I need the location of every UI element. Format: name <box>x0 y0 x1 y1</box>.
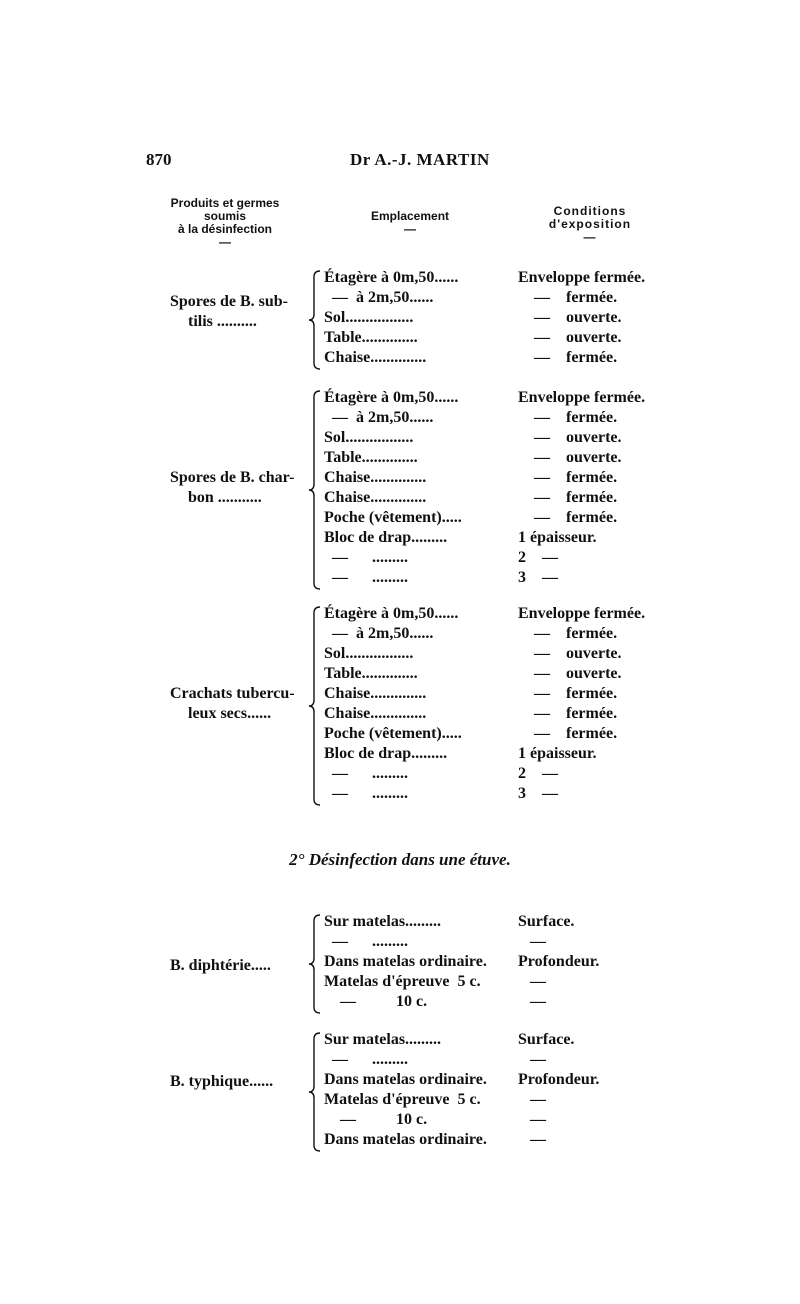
header-location <box>340 210 480 236</box>
location-cell: Matelas d'épreuve 5 c. <box>324 973 481 990</box>
agent-label: bon ........... <box>188 489 262 506</box>
location-cell: Dans matelas ordinaire. <box>324 1071 487 1088</box>
agent-label: B. typhique...... <box>170 1073 274 1090</box>
condition-cell: Profondeur. <box>518 953 600 970</box>
agent-label: tilis .......... <box>188 313 257 330</box>
location-cell: — ......... <box>324 933 408 950</box>
brace-icon <box>308 914 322 1014</box>
header-conditions <box>520 205 660 244</box>
condition-cell: — fermée. <box>518 409 618 426</box>
header-products-line: soumis <box>203 209 246 223</box>
condition-cell: — <box>518 1111 546 1128</box>
condition-cell: — ouverte. <box>518 449 622 466</box>
condition-cell: — ouverte. <box>518 329 622 346</box>
header-location-rule: — <box>404 222 416 236</box>
agent-label: Spores de B. char- <box>170 469 295 486</box>
location-cell: — à 2m,50...... <box>324 409 434 426</box>
condition-cell: 1 épaisseur. <box>518 745 597 762</box>
condition-cell: Enveloppe fermée. <box>518 389 646 406</box>
location-cell: — 10 c. <box>324 1111 428 1128</box>
location-cell: Table.............. <box>324 665 418 682</box>
agent-label: Spores de B. sub- <box>170 293 288 310</box>
header-products-rule: — <box>219 235 231 249</box>
condition-cell: — fermée. <box>518 705 618 722</box>
condition-cell: — ouverte. <box>518 429 622 446</box>
location-cell: Chaise.............. <box>324 705 427 722</box>
condition-cell: Enveloppe fermée. <box>518 269 646 286</box>
condition-cell: 3 — <box>518 569 558 586</box>
condition-cell: — fermée. <box>518 509 618 526</box>
location-cell: Chaise.............. <box>324 489 427 506</box>
location-cell: Bloc de drap......... <box>324 745 448 762</box>
condition-cell: — <box>518 1051 546 1068</box>
brace-icon <box>308 606 322 806</box>
location-cell: Dans matelas ordinaire. <box>324 953 487 970</box>
header-products-line: Produits et germes <box>170 196 280 210</box>
location-cell: — ......... <box>324 785 408 802</box>
header-location-line: Emplacement <box>370 209 450 223</box>
location-cell: Table.............. <box>324 449 418 466</box>
header-conditions-line: d'exposition <box>548 217 632 231</box>
condition-cell: Surface. <box>518 913 575 930</box>
location-cell: — ......... <box>324 765 408 782</box>
location-cell: — ......... <box>324 1051 408 1068</box>
condition-cell: — <box>518 1091 546 1108</box>
location-cell: Table.............. <box>324 329 418 346</box>
location-cell: — 10 c. <box>324 993 428 1010</box>
condition-cell: — fermée. <box>518 625 618 642</box>
location-cell: Sol................. <box>324 645 414 662</box>
location-cell: Poche (vêtement)..... <box>324 509 462 526</box>
condition-cell: — fermée. <box>518 685 618 702</box>
location-cell: Poche (vêtement)..... <box>324 725 462 742</box>
header-products-line: à la désinfection <box>177 222 273 236</box>
header-conditions-line: Conditions <box>553 204 627 218</box>
condition-cell: — <box>518 933 546 950</box>
header-conditions-rule: — <box>583 230 597 244</box>
condition-cell: — fermée. <box>518 725 618 742</box>
condition-cell: 1 épaisseur. <box>518 529 597 546</box>
section-title: 2° Désinfection dans une étuve. <box>289 850 511 869</box>
location-cell: Sur matelas......... <box>324 913 442 930</box>
condition-cell: 3 — <box>518 785 558 802</box>
condition-cell: — fermée. <box>518 469 618 486</box>
location-cell: Chaise.............. <box>324 685 427 702</box>
condition-cell: — <box>518 973 546 990</box>
location-cell: — ......... <box>324 569 408 586</box>
condition-cell: — <box>518 1131 546 1148</box>
condition-cell: Profondeur. <box>518 1071 600 1088</box>
agent-label: B. diphtérie..... <box>170 957 271 974</box>
condition-cell: Surface. <box>518 1031 575 1048</box>
brace-icon <box>308 390 322 590</box>
location-cell: Étagère à 0m,50...... <box>324 389 459 406</box>
condition-cell: — fermée. <box>518 289 618 306</box>
location-cell: Sur matelas......... <box>324 1031 442 1048</box>
brace-icon <box>308 270 322 370</box>
page-number: 870 <box>146 150 172 169</box>
location-cell: — à 2m,50...... <box>324 625 434 642</box>
location-cell: Chaise.............. <box>324 469 427 486</box>
location-cell: Dans matelas ordinaire. <box>324 1131 487 1148</box>
location-cell: Étagère à 0m,50...... <box>324 605 459 622</box>
location-cell: Sol................. <box>324 429 414 446</box>
location-cell: — ......... <box>324 549 408 566</box>
condition-cell: — fermée. <box>518 489 618 506</box>
condition-cell: 2 — <box>518 549 558 566</box>
condition-cell: — ouverte. <box>518 645 622 662</box>
condition-cell: — fermée. <box>518 349 618 366</box>
location-cell: Bloc de drap......... <box>324 529 448 546</box>
condition-cell: — <box>518 993 546 1010</box>
condition-cell: — ouverte. <box>518 665 622 682</box>
location-cell: Sol................. <box>324 309 414 326</box>
brace-icon <box>308 1032 322 1152</box>
location-cell: Chaise.............. <box>324 349 427 366</box>
header-products <box>150 197 300 249</box>
location-cell: Étagère à 0m,50...... <box>324 269 459 286</box>
condition-cell: Enveloppe fermée. <box>518 605 646 622</box>
condition-cell: 2 — <box>518 765 558 782</box>
location-cell: Matelas d'épreuve 5 c. <box>324 1091 481 1108</box>
condition-cell: — ouverte. <box>518 309 622 326</box>
agent-label: Crachats tubercu- <box>170 685 295 702</box>
agent-label: leux secs...... <box>188 705 272 722</box>
location-cell: — à 2m,50...... <box>324 289 434 306</box>
running-head: Dr A.-J. MARTIN <box>350 150 490 169</box>
